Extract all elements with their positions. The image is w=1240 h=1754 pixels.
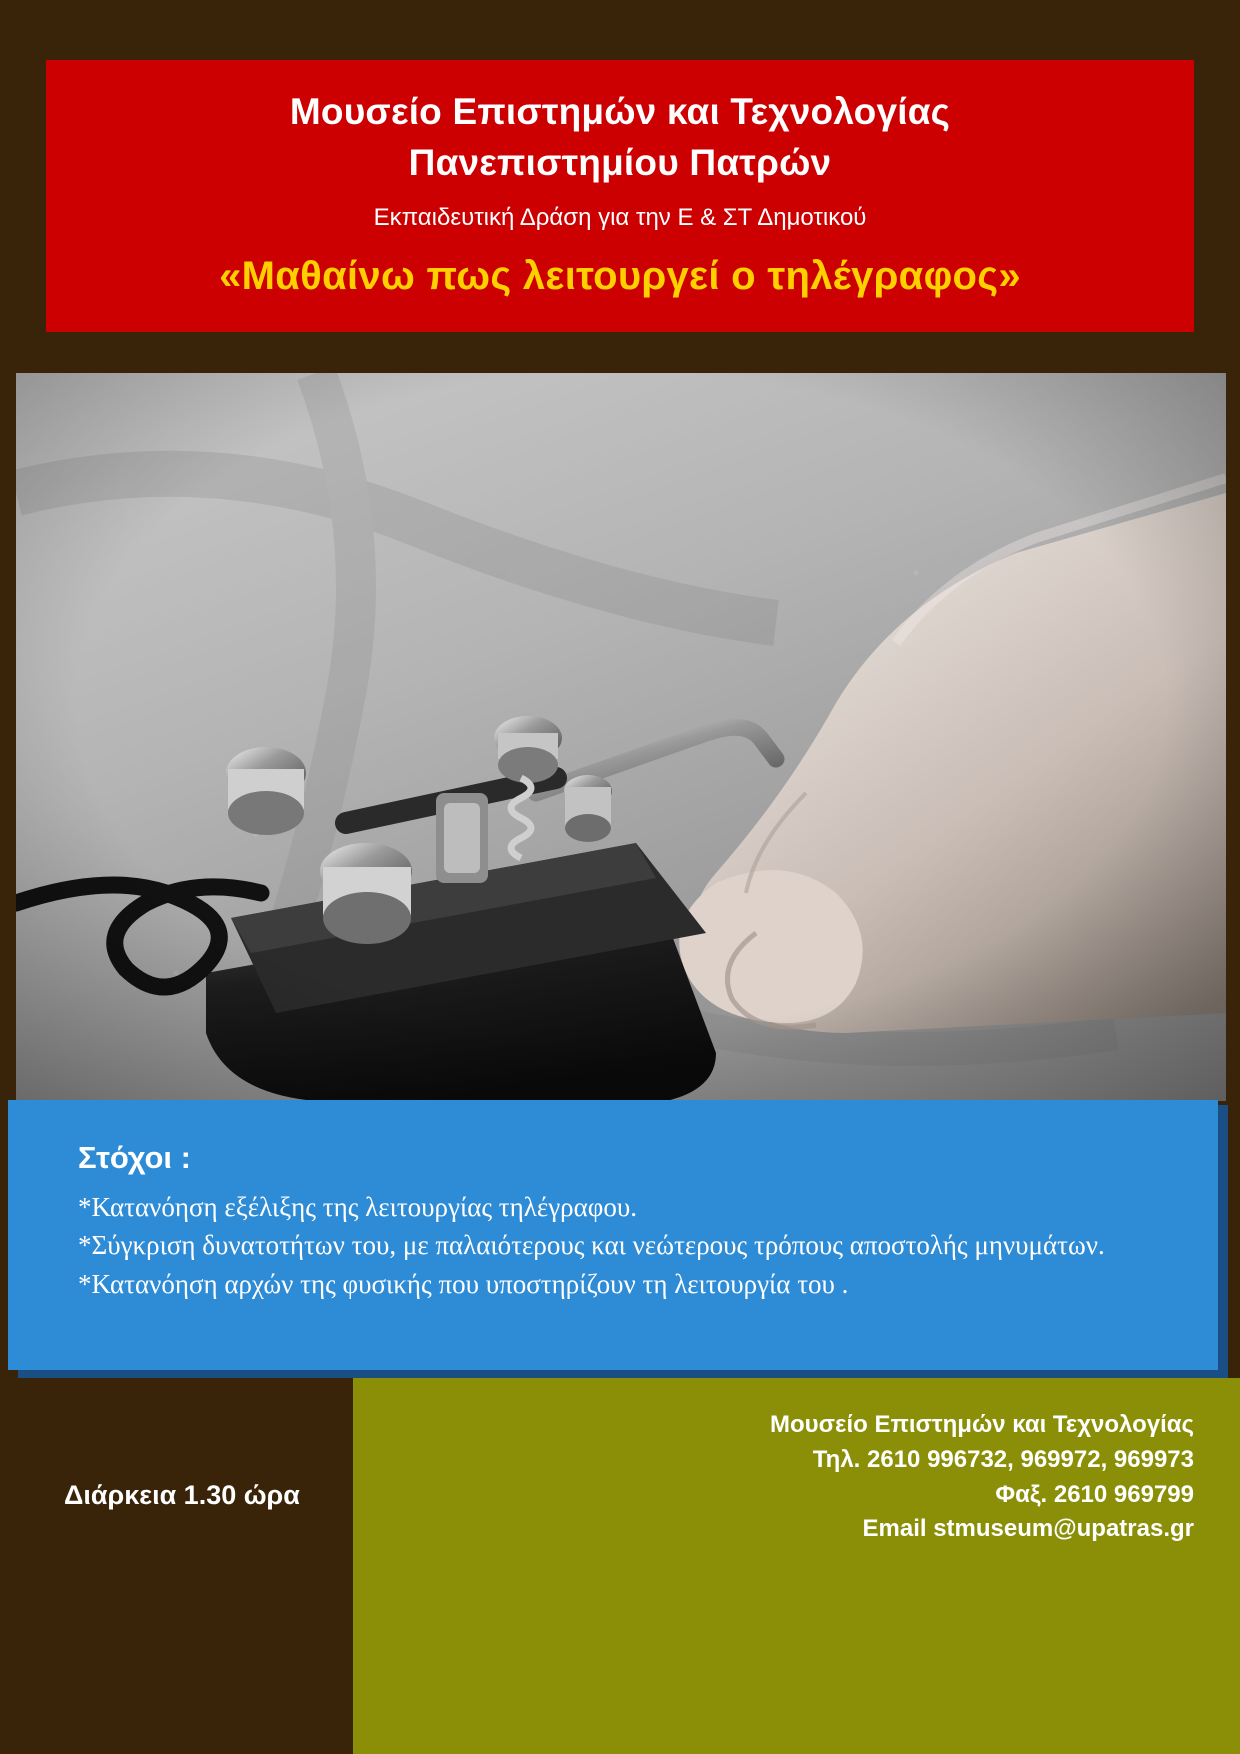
- activity-title: «Μαθαίνω πως λειτουργεί ο τηλέγραφος»: [219, 254, 1021, 299]
- museum-name-line1: Μουσείο Επιστημών και Τεχνολογίας: [289, 91, 951, 132]
- footer-duration: Διάρκεια 1.30 ώρα: [64, 1480, 300, 1510]
- header-subtitle: Εκπαιδευτική Δράση για την Ε & ΣΤ Δημοτικού: [373, 204, 867, 232]
- objectives-heading: Στόχοι :: [78, 1140, 191, 1175]
- objective-item: *Κατανόηση εξέλιξης της λειτουργίας τηλέγραφου.: [78, 1192, 637, 1222]
- telegraph-photo: [16, 373, 1226, 1101]
- footer-fax: Φαξ. 2610 969799: [995, 1480, 1194, 1508]
- footer-phone: Τηλ. 2610 996732, 969972, 969973: [812, 1445, 1194, 1473]
- footer-museum-name: Μουσείο Επιστημών και Τεχνολογίας: [770, 1411, 1194, 1438]
- objectives-block: [8, 1100, 1218, 1370]
- objective-item: *Κατανόηση αρχών της φυσικής που υποστηρίζουν τη λειτουργία του .: [78, 1268, 849, 1299]
- footer-left-panel: [0, 1378, 391, 1754]
- footer-contact-panel: [353, 1378, 1240, 1754]
- header-banner: [46, 60, 1194, 332]
- museum-name-line2: Πανεπιστημίου Πατρών: [408, 142, 832, 184]
- objective-item: *Σύγκριση δυνατοτήτων του, με παλαιότερους και νεώτερους τρόπους αποστολής μηνυμάτων.: [78, 1230, 1105, 1261]
- footer-email: Email stmuseum@upatras.gr: [862, 1515, 1194, 1543]
